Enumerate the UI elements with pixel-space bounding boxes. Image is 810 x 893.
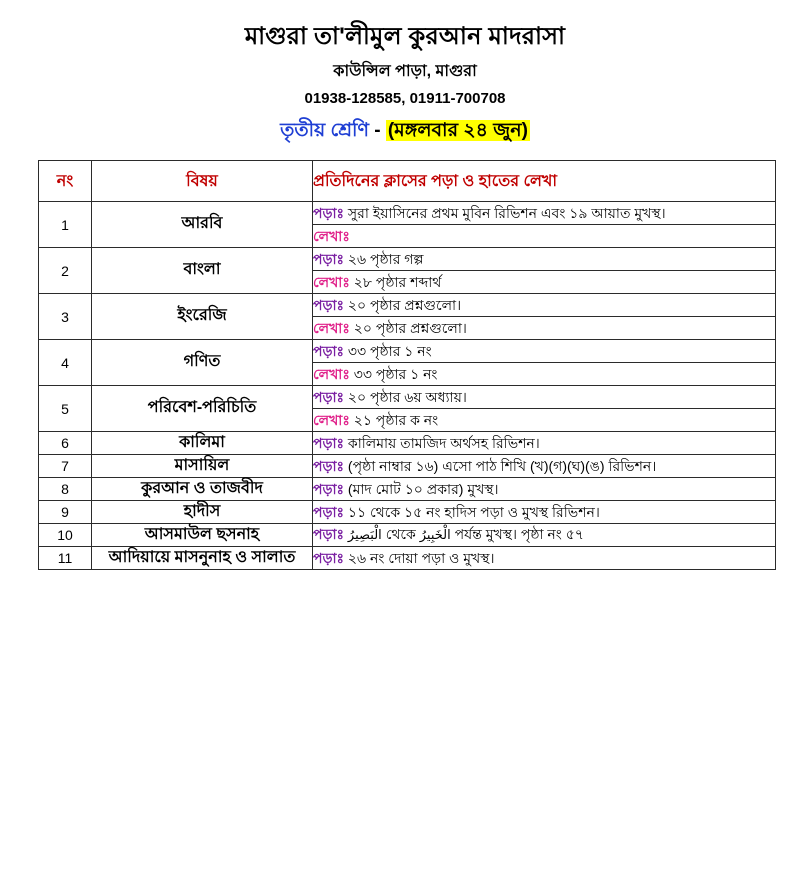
pora-text: ২৬ নং দোয়া পড়া ও মুখস্থ। [347,549,495,566]
routine-table [38,160,776,570]
row-number: 7 [39,455,92,478]
pora-text: ২০ পৃষ্ঠার প্রশ্নগুলো। [347,296,462,313]
class-label: তৃতীয় শ্রেণি [280,120,369,141]
row-number: 4 [39,340,92,386]
row-number: 9 [39,501,92,524]
lekha-text: ৩৩ পৃষ্ঠার ১ নং [353,365,438,382]
table-row [39,248,776,271]
row-subject: গণিত [92,340,313,386]
school-phones: 01938-128585, 01911-700708 [304,90,506,107]
row-number: 1 [39,202,92,248]
pora-label: পড়াঃ [313,388,345,405]
row-number: 2 [39,248,92,294]
pora-label: পড়াঃ [313,434,345,451]
row-number: 3 [39,294,92,340]
school-address: কাউন্সিল পাড়া, মাগুরা [333,63,477,80]
pora-label: পড়াঃ [313,503,345,520]
row-subject: কালিমা [92,432,313,455]
pora-text: (মাদ মোট ১০ প্রকার) মুখস্থ। [347,480,499,497]
row-number: 5 [39,386,92,432]
row-pora-cell [313,202,776,225]
pora-text-tail: পর্যন্ত মুখস্থ। পৃষ্ঠা নং ৫৭ [454,526,584,543]
pora-text: সুরা ইয়াসিনের প্রথম মুবিন রিভিশন এবং ১৯ আয়াত মুখস্থ। [347,204,666,221]
row-subject: কুরআন ও তাজবীদ [92,478,313,501]
row-subject: আদিয়ায়ে মাসনুনাহ ও সালাত [92,547,313,570]
pora-text: ৩৩ পৃষ্ঠার ১ নং [347,342,432,359]
row-pora-cell [313,386,776,409]
lekha-text: ২১ পৃষ্ঠার ক নং [353,411,439,428]
row-subject: ইংরেজি [92,294,313,340]
pora-text: ২০ পৃষ্ঠার ৬য় অধ্যায়। [347,388,467,405]
pora-text: কালিমায় তামজিদ অর্থসহ রিভিশন। [347,434,540,451]
row-number: 10 [39,524,92,547]
row-pora-cell [313,547,776,570]
row-subject: হাদীস [92,501,313,524]
class-date-line [38,116,772,148]
pora-text: ১১ থেকে ১৫ নং হাদিস পড়া ও মুখস্থ রিভিশন। [347,503,600,520]
row-number: 6 [39,432,92,455]
class-date-highlight: (মঙ্গলবার ২৪ জুন) [387,120,528,141]
lekha-text: ২৮ পৃষ্ঠার শব্দার্থ [353,273,442,290]
pora-arabic-start: الْبَصِيرُ [347,528,382,544]
class-dash: - [374,120,381,141]
pora-text: (পৃষ্ঠা নাম্বার ১৬) এসো পাঠ শিখি (খ)(গ)(ঘ)(ঙ) রিভিশন। [347,457,657,474]
table-row [39,547,776,570]
lekha-text: ২০ পৃষ্ঠার প্রশ্নগুলো। [353,319,467,336]
lekha-label: লেখাঃ [313,411,350,428]
table-row [39,202,776,225]
pora-arabic-end: الْخَبِيرُ [419,528,451,544]
table-row [39,294,776,317]
pora-label: পড়াঃ [313,480,345,497]
table-row [39,524,776,547]
lekha-label: লেখাঃ [313,273,350,290]
row-lekha-cell [313,225,776,248]
pora-label: পড়াঃ [313,526,345,543]
row-lekha-cell [313,363,776,386]
pora-label: পড়াঃ [313,250,345,267]
row-number: 8 [39,478,92,501]
row-subject: মাসায়িল [92,455,313,478]
pora-label: পড়াঃ [313,296,345,313]
row-subject: আরবি [92,202,313,248]
row-number: 11 [39,547,92,570]
table-header-row [39,161,776,202]
pora-text-middle: থেকে [385,526,416,543]
table-row [39,455,776,478]
row-subject: আসমাউল ছসনাহ [92,524,313,547]
row-pora-cell [313,432,776,455]
table-row [39,501,776,524]
column-header-subject: বিষয় [92,161,313,202]
column-header-no: নং [39,161,92,202]
row-pora-cell [313,340,776,363]
row-pora-cell [313,455,776,478]
row-pora-cell [313,524,776,547]
lekha-label: লেখাঃ [313,365,350,382]
lekha-label: লেখাঃ [313,227,350,244]
table-row [39,340,776,363]
column-header-task: প্রতিদিনের ক্লাসের পড়া ও হাতের লেখা [313,161,776,202]
document-header [38,22,772,148]
row-pora-cell [313,248,776,271]
row-pora-cell [313,478,776,501]
table-row [39,478,776,501]
row-pora-cell [313,294,776,317]
school-name: মাগুরা তা'লীমুল কুরআন মাদরাসা [244,23,566,50]
row-pora-cell [313,501,776,524]
row-lekha-cell [313,409,776,432]
pora-text: ২৬ পৃষ্ঠার গল্প [347,250,424,267]
pora-label: পড়াঃ [313,342,345,359]
table-row [39,432,776,455]
lekha-label: লেখাঃ [313,319,350,336]
row-subject: পরিবেশ-পরিচিতি [92,386,313,432]
table-row [39,386,776,409]
pora-label: পড়াঃ [313,549,345,566]
row-subject: বাংলা [92,248,313,294]
pora-label: পড়াঃ [313,204,345,221]
pora-label: পড়াঃ [313,457,345,474]
row-lekha-cell [313,317,776,340]
row-lekha-cell [313,271,776,294]
